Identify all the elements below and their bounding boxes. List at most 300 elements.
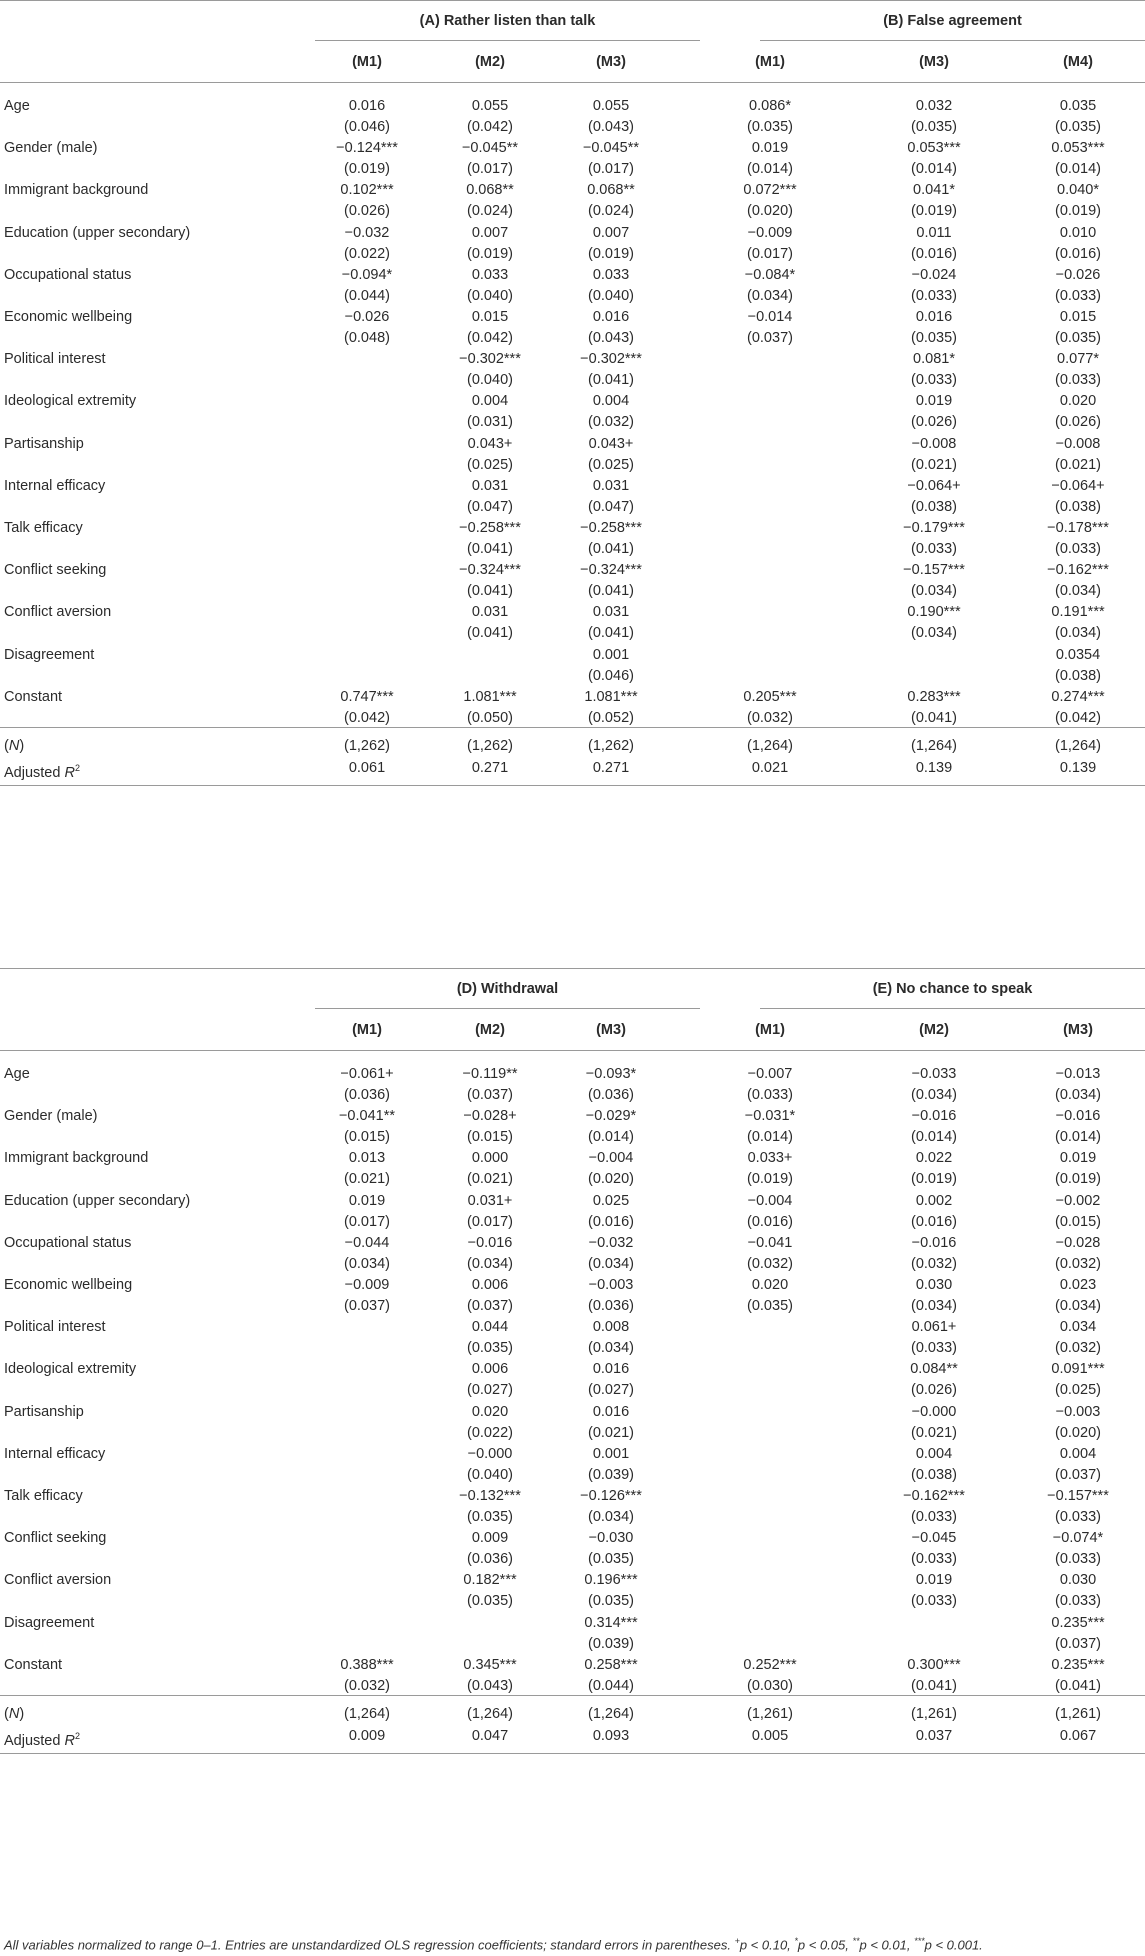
- coefficient-cell: −0.045**: [461, 140, 519, 157]
- standard-error-cell: (0.014): [747, 1129, 793, 1146]
- header-bottom-rule: [0, 82, 1145, 83]
- coefficient-cell: 1.081***: [584, 688, 638, 705]
- group-header: (A) Rather listen than talk: [419, 13, 596, 29]
- standard-error-cell: (0.038): [1055, 667, 1101, 684]
- coefficient-cell: 0.086*: [749, 98, 791, 114]
- standard-error-cell: (0.022): [467, 1424, 513, 1441]
- coefficient-cell: 0.252***: [743, 1656, 797, 1673]
- row-label: Economic wellbeing: [4, 309, 133, 325]
- coefficient-cell: −0.093*: [585, 1066, 637, 1082]
- coefficient-cell: −0.157***: [903, 562, 965, 579]
- coefficient-cell: −0.178***: [1047, 520, 1109, 536]
- standard-error-cell: (0.024): [588, 203, 634, 220]
- coefficient-cell: 0.001: [592, 1445, 630, 1462]
- coefficient-cell: 0.034: [1059, 1319, 1097, 1336]
- coefficient-cell: −0.000: [467, 1445, 513, 1462]
- coefficient-cell: 0.031: [592, 604, 630, 621]
- standard-error-cell: (0.036): [588, 1087, 634, 1103]
- model-header: (M3): [919, 54, 949, 70]
- coefficient-cell: 0.077*: [1057, 351, 1099, 368]
- standard-error-cell: (0.037): [747, 330, 793, 346]
- standard-error-cell: (0.034): [1055, 1298, 1101, 1314]
- coefficient-cell: 0.004: [592, 393, 630, 410]
- coefficient-cell: 0.031+: [467, 1192, 513, 1209]
- r2-superscript: 2: [74, 1731, 80, 1741]
- standard-error-cell: (0.043): [588, 330, 634, 346]
- n-cell: (1,261): [911, 1706, 957, 1722]
- coefficient-cell: 0.033: [592, 266, 630, 283]
- standard-error-cell: (0.033): [1055, 1509, 1101, 1525]
- n-cell: (1,264): [467, 1706, 513, 1722]
- group-header: (D) Withdrawal: [456, 981, 559, 997]
- standard-error-cell: (0.044): [344, 287, 390, 304]
- standard-error-cell: (0.040): [467, 287, 513, 304]
- adjusted-r2-cell: 0.009: [348, 1728, 386, 1744]
- coefficient-cell: 0.009: [471, 1530, 509, 1547]
- coefficient-cell: −0.302***: [459, 351, 521, 368]
- standard-error-cell: (0.014): [911, 161, 957, 178]
- coefficient-cell: −0.032: [588, 1234, 634, 1251]
- standard-error-cell: (0.019): [588, 245, 634, 262]
- coefficient-cell: 0.006: [471, 1361, 509, 1378]
- coefficient-cell: 0.388***: [340, 1656, 394, 1673]
- coefficient-cell: −0.016: [911, 1108, 957, 1125]
- coefficient-cell: −0.016: [911, 1234, 957, 1251]
- row-label: Education (upper secondary): [4, 1192, 191, 1209]
- standard-error-cell: (0.034): [911, 625, 957, 642]
- coefficient-cell: 0.258***: [584, 1656, 638, 1673]
- standard-error-cell: (0.040): [467, 1466, 513, 1483]
- standard-error-cell: (0.033): [1055, 541, 1101, 557]
- coefficient-cell: 1.081***: [463, 688, 517, 705]
- coefficient-cell: 0.040*: [1057, 182, 1099, 199]
- table-bottom-rule: [0, 1753, 1145, 1754]
- coefficient-cell: 0.025: [592, 1192, 630, 1209]
- group-header: (B) False agreement: [883, 13, 1022, 29]
- coefficient-cell: 0.019: [751, 140, 789, 157]
- coefficient-cell: −0.004: [747, 1192, 793, 1209]
- standard-error-cell: (0.035): [588, 1551, 634, 1568]
- standard-error-cell: (0.017): [467, 1213, 513, 1230]
- standard-error-cell: (0.014): [911, 1129, 957, 1146]
- coefficient-cell: −0.002: [1055, 1192, 1101, 1209]
- standard-error-cell: (0.015): [467, 1129, 513, 1146]
- standard-error-cell: (0.035): [1055, 119, 1101, 135]
- row-label: Age: [4, 1066, 30, 1082]
- standard-error-cell: (0.037): [1055, 1466, 1101, 1483]
- coefficient-cell: −0.000: [911, 1403, 957, 1420]
- coefficient-cell: 0.055: [592, 98, 630, 114]
- standard-error-cell: (0.021): [588, 1424, 634, 1441]
- standard-error-cell: (0.033): [1055, 287, 1101, 304]
- coefficient-cell: 0.016: [592, 1403, 630, 1420]
- coefficient-cell: 0.011: [916, 224, 952, 241]
- model-header: (M2): [475, 54, 505, 70]
- model-header: (M1): [352, 1022, 382, 1038]
- coefficient-cell: 0.283***: [907, 688, 961, 705]
- row-label: Talk efficacy: [4, 1488, 83, 1504]
- footnote-symbol: **: [852, 1936, 860, 1946]
- model-header: (M1): [352, 54, 382, 70]
- coefficient-cell: 0.004: [915, 1445, 953, 1462]
- coefficient-cell: −0.045**: [582, 140, 640, 157]
- coefficient-cell: 0.020: [1059, 393, 1097, 410]
- coefficient-cell: −0.013: [1055, 1066, 1101, 1082]
- standard-error-cell: (0.014): [1055, 1129, 1101, 1146]
- standard-error-cell: (0.033): [1055, 372, 1101, 389]
- model-header: (M1): [755, 54, 785, 70]
- standard-error-cell: (0.022): [344, 245, 390, 262]
- standard-error-cell: (0.033): [1055, 1551, 1101, 1568]
- coefficient-cell: 0.053***: [1051, 140, 1105, 157]
- standard-error-cell: (0.041): [588, 583, 634, 600]
- footnote-text: All variables normalized to range 0–1. Entries are unstandardized OLS regression coefficients; standard errors in parentheses.: [4, 1937, 735, 1953]
- row-label: Partisanship: [4, 435, 84, 452]
- row-label: Gender (male): [4, 140, 98, 157]
- standard-error-cell: (0.021): [911, 1424, 957, 1441]
- coefficient-cell: 0.345***: [463, 1656, 517, 1673]
- coefficient-cell: 0.016: [348, 98, 386, 114]
- coefficient-cell: 0.000: [471, 1150, 509, 1167]
- coefficient-cell: 0.068**: [466, 182, 514, 199]
- standard-error-cell: (0.035): [911, 330, 957, 346]
- standard-error-cell: (0.042): [467, 330, 513, 346]
- standard-error-cell: (0.032): [911, 1255, 957, 1272]
- standard-error-cell: (0.034): [1055, 1087, 1101, 1103]
- n-label: [4, 1704, 24, 1724]
- model-header: (M3): [596, 1022, 626, 1038]
- row-label: Economic wellbeing: [4, 1277, 133, 1293]
- group-header-rule: [315, 40, 700, 41]
- coefficient-cell: 0.010: [1059, 224, 1097, 241]
- coefficient-cell: 0.205***: [743, 688, 797, 705]
- standard-error-cell: (0.047): [588, 498, 634, 515]
- coefficient-cell: 0.182***: [463, 1572, 517, 1589]
- coefficient-cell: 0.020: [471, 1403, 509, 1420]
- coefficient-cell: −0.028: [1055, 1234, 1101, 1251]
- n-cell: (1,264): [911, 738, 957, 754]
- coefficient-cell: −0.041: [747, 1234, 793, 1251]
- row-label: Gender (male): [4, 1108, 98, 1125]
- coefficient-cell: −0.016: [1055, 1108, 1101, 1125]
- table-top-rule: [0, 968, 1145, 969]
- standard-error-cell: (0.033): [911, 1551, 957, 1568]
- standard-error-cell: (0.041): [588, 625, 634, 642]
- coefficient-cell: 0.008: [592, 1319, 630, 1336]
- coefficient-cell: 0.016: [592, 309, 630, 325]
- standard-error-cell: (0.035): [467, 1340, 513, 1357]
- coefficient-cell: −0.074*: [1052, 1530, 1104, 1547]
- standard-error-cell: (0.034): [467, 1255, 513, 1272]
- footnote-symbol: ***: [914, 1936, 925, 1946]
- adjusted-r2-cell: 0.021: [751, 760, 789, 776]
- coefficient-cell: −0.004: [588, 1150, 634, 1167]
- coefficient-cell: −0.007: [747, 1066, 793, 1082]
- coefficient-cell: 0.019: [915, 1572, 953, 1589]
- coefficient-cell: −0.258***: [580, 520, 642, 536]
- standard-error-cell: (0.030): [747, 1677, 793, 1694]
- standard-error-cell: (0.038): [911, 498, 957, 515]
- standard-error-cell: (0.038): [1055, 498, 1101, 515]
- coefficient-cell: 0.053***: [907, 140, 961, 157]
- n-cell: (1,264): [588, 1706, 634, 1722]
- group-header-rule: [315, 1008, 700, 1009]
- footnote-text: p < 0.05,: [797, 1937, 853, 1953]
- coefficient-cell: −0.258***: [459, 520, 521, 536]
- standard-error-cell: (0.033): [911, 1340, 957, 1357]
- coefficient-cell: −0.179***: [903, 520, 965, 536]
- standard-error-cell: (0.033): [911, 1593, 957, 1610]
- coefficient-cell: −0.124***: [336, 140, 398, 157]
- standard-error-cell: (0.026): [911, 1382, 957, 1399]
- adjusted-r2-label: [4, 1726, 80, 1751]
- standard-error-cell: (0.034): [911, 583, 957, 600]
- standard-error-cell: (0.037): [1055, 1635, 1101, 1652]
- standard-error-cell: (0.021): [344, 1171, 390, 1188]
- standard-error-cell: (0.026): [344, 203, 390, 220]
- coefficient-cell: −0.064+: [907, 477, 961, 494]
- coefficient-cell: 0.235***: [1051, 1614, 1105, 1631]
- adjusted-r2-cell: 0.271: [471, 760, 509, 776]
- coefficient-cell: −0.024: [911, 266, 957, 283]
- group-header-rule: [760, 40, 1145, 41]
- coefficient-cell: −0.041**: [338, 1108, 396, 1125]
- row-label: Disagreement: [4, 646, 95, 663]
- row-label: Occupational status: [4, 1234, 132, 1251]
- coefficient-cell: 0.030: [1059, 1572, 1097, 1589]
- adjusted-r2-cell: 0.139: [915, 760, 953, 776]
- coefficient-cell: 0.068**: [587, 182, 635, 199]
- standard-error-cell: (0.034): [344, 1255, 390, 1272]
- adjusted-r2-cell: 0.061: [348, 760, 386, 776]
- standard-error-cell: (0.032): [1055, 1340, 1101, 1357]
- group-header-rule: [760, 1008, 1145, 1009]
- coefficient-cell: 0.196***: [584, 1572, 638, 1589]
- standard-error-cell: (0.016): [747, 1213, 793, 1230]
- coefficient-cell: −0.026: [344, 309, 390, 325]
- coefficient-cell: 0.002: [915, 1192, 953, 1209]
- standard-error-cell: (0.042): [344, 709, 390, 726]
- standard-error-cell: (0.032): [1055, 1255, 1101, 1272]
- standard-error-cell: (0.019): [1055, 203, 1101, 220]
- coefficient-cell: 0.031: [471, 477, 509, 494]
- standard-error-cell: (0.019): [1055, 1171, 1101, 1188]
- coefficient-cell: −0.028+: [463, 1108, 517, 1125]
- standard-error-cell: (0.032): [344, 1677, 390, 1694]
- n-cell: (1,262): [344, 738, 390, 754]
- stats-top-rule: [0, 727, 1145, 728]
- standard-error-cell: (0.040): [588, 287, 634, 304]
- standard-error-cell: (0.034): [588, 1340, 634, 1357]
- row-label: Conflict seeking: [4, 1530, 107, 1547]
- n-cell: (1,262): [467, 738, 513, 754]
- adjusted-r2-cell: 0.067: [1059, 1728, 1097, 1744]
- standard-error-cell: (0.032): [588, 414, 634, 431]
- standard-error-cell: (0.041): [467, 583, 513, 600]
- standard-error-cell: (0.032): [747, 1255, 793, 1272]
- n-label-text: (N): [4, 738, 25, 754]
- coefficient-cell: 0.747***: [340, 688, 394, 705]
- coefficient-cell: −0.008: [911, 435, 957, 452]
- row-label: Constant: [4, 688, 63, 705]
- standard-error-cell: (0.041): [467, 625, 513, 642]
- standard-error-cell: (0.032): [747, 709, 793, 726]
- coefficient-cell: 0.015: [471, 309, 509, 325]
- n-cell: (1,261): [747, 1706, 793, 1722]
- coefficient-cell: −0.157***: [1047, 1488, 1109, 1504]
- standard-error-cell: (0.020): [588, 1171, 634, 1188]
- standard-error-cell: (0.035): [1055, 330, 1101, 346]
- coefficient-cell: 0.041*: [913, 182, 955, 199]
- coefficient-cell: 0.044: [471, 1319, 509, 1336]
- coefficient-cell: 0.0354: [1055, 646, 1101, 663]
- standard-error-cell: (0.016): [911, 245, 957, 262]
- standard-error-cell: (0.020): [1055, 1424, 1101, 1441]
- table-footnote: [4, 1932, 983, 1954]
- coefficient-cell: 0.072***: [743, 182, 797, 199]
- standard-error-cell: (0.024): [467, 203, 513, 220]
- adjusted-r2-cell: 0.139: [1059, 760, 1097, 776]
- standard-error-cell: (0.040): [467, 372, 513, 389]
- adjusted-r2-label-text: Adjusted R: [4, 1732, 75, 1749]
- standard-error-cell: (0.044): [588, 1677, 634, 1694]
- coefficient-cell: −0.061+: [340, 1066, 394, 1082]
- coefficient-cell: −0.032: [344, 224, 390, 241]
- standard-error-cell: (0.015): [344, 1129, 390, 1146]
- stats-top-rule: [0, 1695, 1145, 1696]
- standard-error-cell: (0.048): [344, 330, 390, 346]
- row-label: Immigrant background: [4, 182, 149, 199]
- coefficient-cell: −0.132***: [459, 1488, 521, 1504]
- coefficient-cell: −0.016: [467, 1234, 513, 1251]
- coefficient-cell: 0.091***: [1051, 1361, 1105, 1378]
- coefficient-cell: −0.162***: [903, 1488, 965, 1504]
- row-label: Conflict aversion: [4, 1572, 112, 1589]
- standard-error-cell: (0.017): [467, 161, 513, 178]
- adjusted-r2-label: [4, 758, 80, 783]
- coefficient-cell: −0.029*: [585, 1108, 637, 1125]
- coefficient-cell: −0.009: [747, 224, 793, 241]
- row-label: Age: [4, 98, 30, 114]
- row-label: Internal efficacy: [4, 1445, 106, 1462]
- coefficient-cell: 0.235***: [1051, 1656, 1105, 1673]
- coefficient-cell: −0.324***: [580, 562, 642, 579]
- standard-error-cell: (0.038): [911, 1466, 957, 1483]
- coefficient-cell: 0.274***: [1051, 688, 1105, 705]
- standard-error-cell: (0.034): [911, 1087, 957, 1103]
- coefficient-cell: 0.006: [471, 1277, 509, 1293]
- standard-error-cell: (0.014): [747, 161, 793, 178]
- coefficient-cell: 0.022: [915, 1150, 953, 1167]
- n-cell: (1,261): [1055, 1706, 1101, 1722]
- model-header: (M2): [919, 1022, 949, 1038]
- standard-error-cell: (0.015): [1055, 1213, 1101, 1230]
- standard-error-cell: (0.037): [467, 1087, 513, 1103]
- model-header: (M4): [1063, 54, 1093, 70]
- footnote-text: p < 0.01,: [859, 1937, 915, 1953]
- standard-error-cell: (0.017): [344, 1213, 390, 1230]
- coefficient-cell: −0.008: [1055, 435, 1101, 452]
- model-header: (M3): [596, 54, 626, 70]
- row-label: Conflict aversion: [4, 604, 112, 621]
- standard-error-cell: (0.017): [747, 245, 793, 262]
- standard-error-cell: (0.019): [747, 1171, 793, 1188]
- row-label: Ideological extremity: [4, 1361, 137, 1378]
- standard-error-cell: (0.033): [911, 287, 957, 304]
- standard-error-cell: (0.035): [467, 1593, 513, 1610]
- standard-error-cell: (0.037): [467, 1298, 513, 1314]
- standard-error-cell: (0.043): [588, 119, 634, 135]
- coefficient-cell: 0.032: [915, 98, 953, 114]
- standard-error-cell: (0.021): [1055, 456, 1101, 473]
- standard-error-cell: (0.036): [588, 1298, 634, 1314]
- coefficient-cell: 0.019: [1059, 1150, 1097, 1167]
- coefficient-cell: 0.030: [915, 1277, 953, 1293]
- standard-error-cell: (0.019): [467, 245, 513, 262]
- coefficient-cell: −0.030: [588, 1530, 634, 1547]
- standard-error-cell: (0.034): [588, 1255, 634, 1272]
- table-bottom-rule: [0, 785, 1145, 786]
- coefficient-cell: 0.084**: [910, 1361, 958, 1378]
- standard-error-cell: (0.034): [911, 1298, 957, 1314]
- standard-error-cell: (0.034): [588, 1509, 634, 1525]
- row-label: Ideological extremity: [4, 393, 137, 410]
- coefficient-cell: 0.043+: [467, 435, 513, 452]
- row-label: Conflict seeking: [4, 562, 107, 579]
- standard-error-cell: (0.027): [467, 1382, 513, 1399]
- coefficient-cell: 0.031: [592, 477, 630, 494]
- coefficient-cell: −0.084*: [744, 266, 796, 283]
- coefficient-cell: 0.190***: [907, 604, 961, 621]
- standard-error-cell: (0.033): [911, 1509, 957, 1525]
- standard-error-cell: (0.034): [1055, 625, 1101, 642]
- standard-error-cell: (0.036): [467, 1551, 513, 1568]
- coefficient-cell: 0.023: [1059, 1277, 1097, 1293]
- standard-error-cell: (0.019): [344, 161, 390, 178]
- coefficient-cell: 0.314***: [584, 1614, 638, 1631]
- standard-error-cell: (0.041): [467, 541, 513, 557]
- standard-error-cell: (0.034): [1055, 583, 1101, 600]
- row-label: Occupational status: [4, 266, 132, 283]
- standard-error-cell: (0.031): [467, 414, 513, 431]
- coefficient-cell: 0.020: [751, 1277, 789, 1293]
- standard-error-cell: (0.014): [1055, 161, 1101, 178]
- n-label: [4, 736, 24, 756]
- standard-error-cell: (0.025): [588, 456, 634, 473]
- coefficient-cell: 0.007: [471, 224, 509, 241]
- standard-error-cell: (0.041): [1055, 1677, 1101, 1694]
- standard-error-cell: (0.017): [588, 161, 634, 178]
- coefficient-cell: 0.007: [592, 224, 630, 241]
- standard-error-cell: (0.016): [1055, 245, 1101, 262]
- coefficient-cell: 0.004: [471, 393, 509, 410]
- r2-superscript: 2: [74, 763, 80, 773]
- coefficient-cell: 0.016: [915, 309, 953, 325]
- footnote-text: p < 0.001.: [924, 1937, 983, 1953]
- standard-error-cell: (0.025): [1055, 1382, 1101, 1399]
- coefficient-cell: −0.324***: [459, 562, 521, 579]
- row-label: Disagreement: [4, 1614, 95, 1631]
- row-label: Constant: [4, 1656, 63, 1673]
- row-label: Education (upper secondary): [4, 224, 191, 241]
- standard-error-cell: (0.014): [588, 1129, 634, 1146]
- model-header: (M3): [1063, 1022, 1093, 1038]
- standard-error-cell: (0.052): [588, 709, 634, 726]
- standard-error-cell: (0.042): [1055, 709, 1101, 726]
- adjusted-r2-cell: 0.037: [915, 1728, 953, 1744]
- coefficient-cell: 0.191***: [1051, 604, 1105, 621]
- n-label-text: (N): [4, 1706, 25, 1722]
